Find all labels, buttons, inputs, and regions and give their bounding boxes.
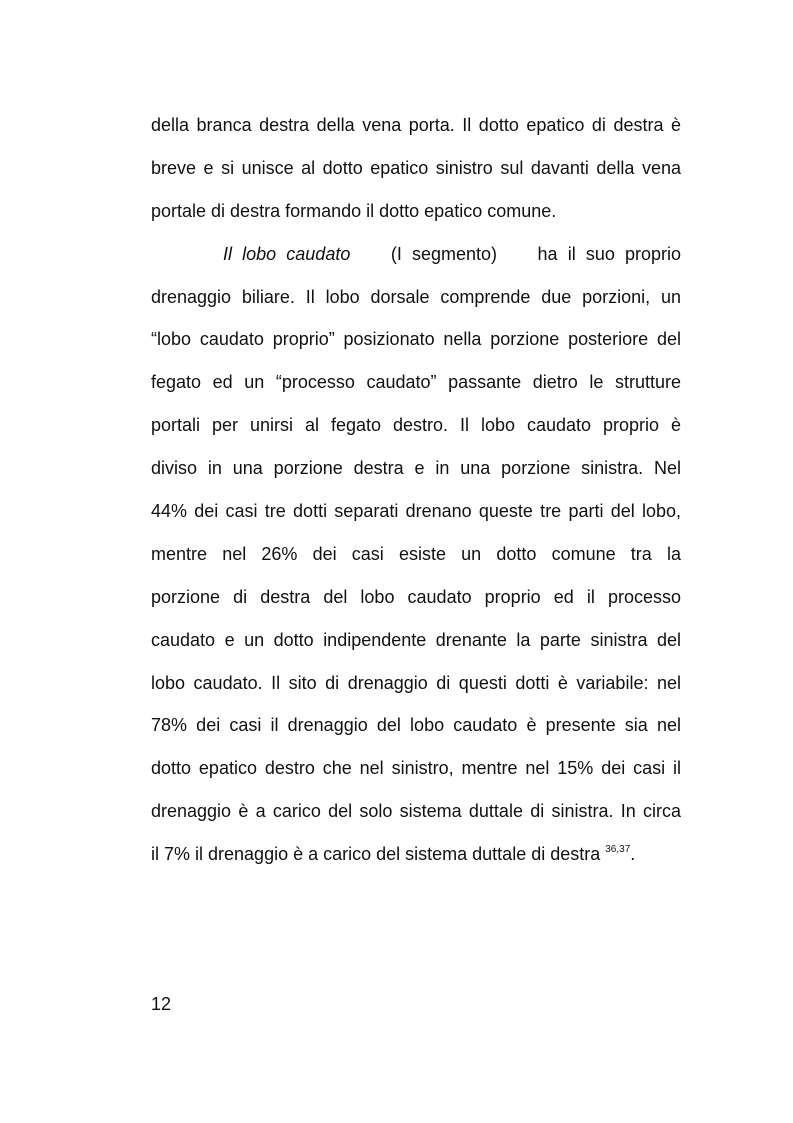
body-text (151, 104, 681, 876)
paragraph-2-line-5: portali per unirsi al fegato destro. Il lobo caudato proprio è (151, 415, 681, 436)
page-number: 12 (151, 994, 172, 1014)
paragraph-2-line-13: dotto epatico destro che nel sinistro, mentre nel 15% dei casi il (151, 758, 681, 779)
paragraph-2-last-line (151, 833, 681, 876)
paragraph-2-line-3: “lobo caudato proprio” posizionato nella porzione posteriore del (151, 329, 681, 350)
paragraph-2-line-6: diviso in una porzione destra e in una porzione sinistra. Nel (151, 458, 681, 479)
paragraph-2-first-line-rest: ha il suo proprio (537, 243, 681, 264)
paragraph-2-line-14: drenaggio è a carico del solo sistema duttale di sinistra. In circa (151, 801, 681, 822)
paragraph-2-line-10: caudato e un dotto indipendente drenante la parte sinistra del (151, 629, 681, 650)
caudate-lobe-term: Il lobo caudato (223, 243, 351, 264)
paragraph-2-line-8: mentre nel 26% dei casi esiste un dotto comune tra la (151, 543, 681, 564)
sentence-end: . (630, 844, 636, 865)
paragraph-2-line-9: porzione di destra del lobo caudato proprio ed il processo (151, 586, 681, 607)
paragraph-2-line-11: lobo caudato. Il sito di drenaggio di questi dotti è variabile: nel (151, 672, 681, 693)
paragraph-1-line-2: breve e si unisce al dotto epatico sinistro sul davanti della vena (151, 157, 681, 178)
paragraph-2-line-12: 78% dei casi il drenaggio del lobo caudato è presente sia nel (151, 715, 681, 736)
paragraph-1-line-3: portale di destra formando il dotto epatico comune. (151, 200, 557, 221)
paragraph-2-line-4: fegato ed un “processo caudato” passante dietro le strutture (151, 372, 681, 393)
paragraph-1-line-1: della branca destra della vena porta. Il dotto epatico di destra è (151, 115, 681, 135)
citation-reference: 36,37 (605, 844, 631, 856)
paragraph-2-line-2: drenaggio biliare. Il lobo dorsale comprende due porzioni, un (151, 286, 681, 307)
segment-label: (I segmento) (390, 243, 498, 264)
paragraph-2-line-7: 44% dei casi tre dotti separati drenano queste tre parti del lobo, (151, 501, 681, 522)
paragraph-2-first-line (151, 233, 681, 276)
paragraph-2-last-line-text: il 7% il drenaggio è a carico del sistema duttale di destra (151, 844, 606, 865)
